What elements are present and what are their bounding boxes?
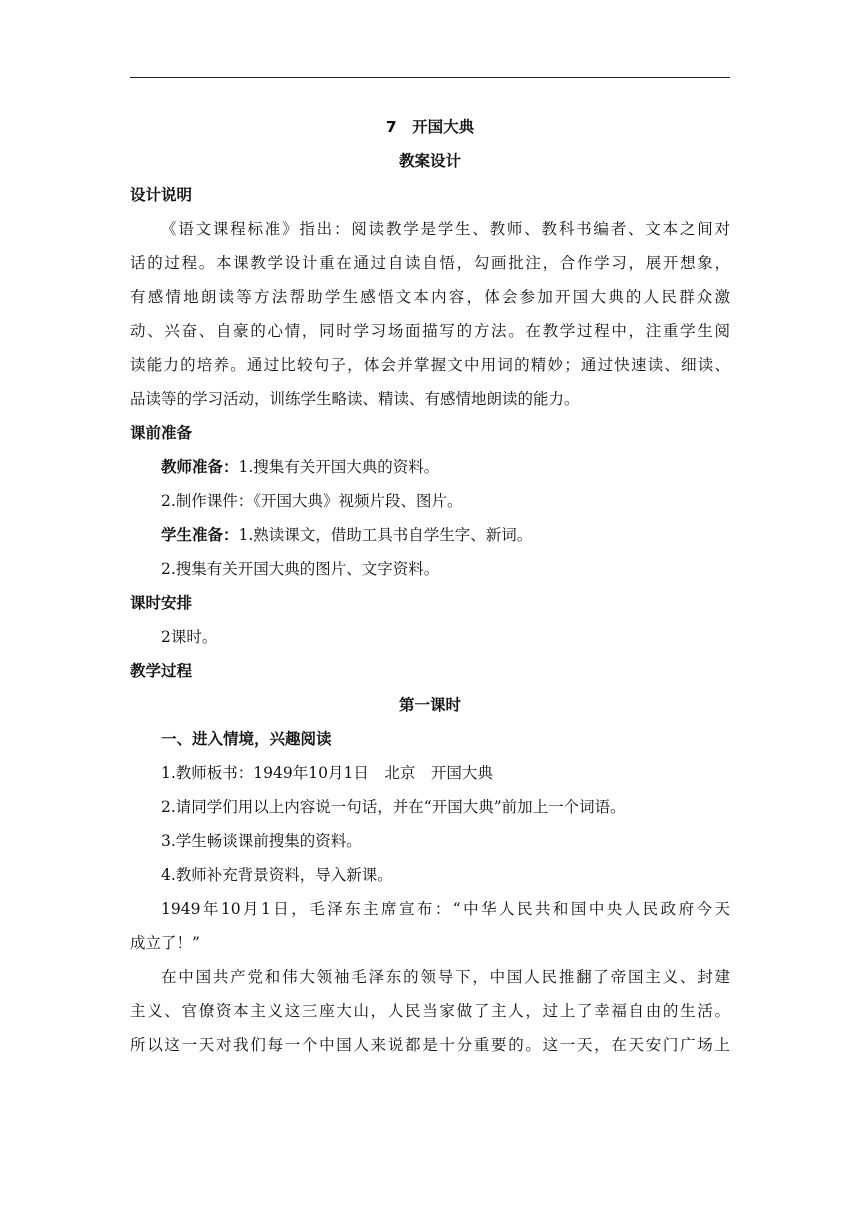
- paragraph-line: 读能力的培养。通过比较句子，体会并掌握文中用词的精妙；通过快速读、细读、: [130, 356, 730, 374]
- student-prep-line: [130, 518, 730, 552]
- section-title: 一、进入情境，兴趣阅读: [161, 730, 332, 748]
- paragraph-line: 有感情地朗读等方法帮助学生感悟文本内容，体会参加开国大典的人民群众激: [130, 288, 730, 306]
- schedule-text: 2课时。: [161, 628, 218, 646]
- paragraph-line: 《语文课程标准》指出：阅读教学是学生、教师、教科书编者、文本之间对: [161, 220, 730, 238]
- paragraph-line: 品读等的学习活动，训练学生略读、精读、有感情地朗读的能力。: [130, 390, 580, 408]
- header-rule: [130, 77, 730, 78]
- teacher-prep-item: 2.制作课件：《开国大典》视频片段、图片。: [161, 492, 463, 510]
- paragraph-line: 所以这一天对我们每一个中国人来说都是十分重要的。这一天，在天安门广场上: [130, 1036, 730, 1054]
- student-prep-item: 1.熟读课文，借助工具书自学生字、新词。: [238, 526, 533, 544]
- paragraph-line: 动、兴奋、自豪的心情，同时学习场面描写的方法。在教学过程中，注重学生阅: [130, 322, 730, 340]
- paragraph-line: 话的过程。本课教学设计重在通过自读自悟，勾画批注，合作学习，展开想象，: [130, 254, 730, 272]
- student-prep-label: 学生准备：: [161, 526, 239, 544]
- lesson-title: 7 开国大典: [385, 118, 475, 136]
- first-lesson-title: 第一课时: [398, 696, 461, 714]
- student-prep-item: 2.搜集有关开国大典的图片、文字资料。: [161, 560, 440, 578]
- heading-design-notes: 设计说明: [130, 186, 193, 204]
- process-step: 4.教师补充背景资料，导入新课。: [161, 866, 393, 884]
- heading-process: 教学过程: [130, 662, 193, 680]
- document-subtitle: 教案设计: [398, 152, 461, 170]
- teacher-prep-item: 1.搜集有关开国大典的资料。: [238, 458, 440, 476]
- heading-schedule: 课时安排: [130, 594, 193, 612]
- paragraph-line: 成立了！”: [130, 934, 200, 952]
- paragraph-line: 在中国共产党和伟大领袖毛泽东的领导下，中国人民推翻了帝国主义、封建: [161, 968, 730, 986]
- paragraph-line: 1949年10月1日，毛泽东主席宣布：“中华人民共和国中央人民政府今天: [161, 900, 730, 918]
- heading-preparation: 课前准备: [130, 424, 193, 442]
- process-step: 2.请同学们用以上内容说一句话，并在“开国大典”前加上一个词语。: [161, 798, 626, 816]
- process-step: 3.学生畅谈课前搜集的资料。: [161, 832, 362, 850]
- paragraph-line: 主义、官僚资本主义这三座大山，人民当家做了主人，过上了幸福自由的生活。: [130, 1002, 730, 1020]
- process-step: 1.教师板书：1949年10月1日 北京 开国大典: [161, 764, 493, 782]
- teacher-prep-label: 教师准备：: [161, 458, 239, 476]
- teacher-prep-line: [130, 450, 730, 484]
